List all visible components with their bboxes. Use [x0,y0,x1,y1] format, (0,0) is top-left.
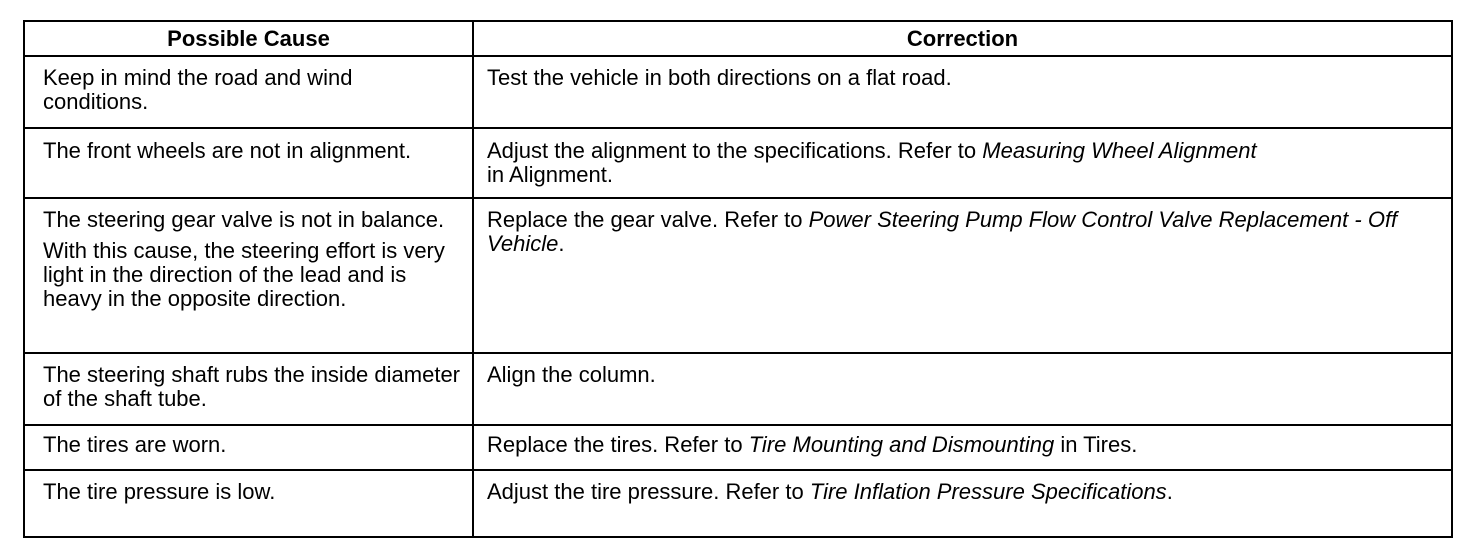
table-row [24,353,1452,425]
table-row [24,56,1452,128]
table-row [24,198,1452,353]
table-row [24,470,1452,537]
table-row [24,128,1452,198]
reference-link[interactable]: Tire Inflation Pressure Specifications [809,479,1167,504]
cause-text: Keep in mind the road and wind conditions. [43,65,353,114]
correction-text: Replace the tires. Refer to [487,432,749,457]
header-correction: Correction [473,21,1452,56]
reference-link[interactable]: Power Steering Pump Flow Control Valve Replacement - Off Vehicle [487,207,1398,256]
correction-suffix: in Alignment. [487,162,613,187]
cause-text: The steering shaft rubs the inside diameter of the shaft tube. [43,362,461,411]
cause-text: The tire pressure is low. [43,479,276,504]
correction-text: Replace the gear valve. Refer to [487,207,809,232]
cause-cell [24,128,473,198]
correction-suffix: . [1166,479,1173,504]
correction-text: Adjust the tire pressure. Refer to [487,479,810,504]
reference-link[interactable]: Measuring Wheel Alignment [982,138,1257,163]
header-possible-cause: Possible Cause [24,21,473,56]
correction-cell [473,425,1452,470]
table-row [24,425,1452,470]
cause-cell [24,198,473,353]
correction-text: Test the vehicle in both directions on a flat road. [487,65,952,90]
cause-cell [24,470,473,537]
correction-cell [473,198,1452,353]
reference-link[interactable]: Tire Mounting and Dismounting [748,432,1055,457]
cause-text: The steering gear valve is not in balance. [43,207,445,232]
cause-cell [24,353,473,425]
correction-cell [473,470,1452,537]
cause-text: The tires are worn. [43,432,227,457]
cause-text: The front wheels are not in alignment. [43,138,412,163]
correction-suffix: . [558,231,565,256]
cause-cell [24,56,473,128]
diagnostic-table [23,20,1453,538]
correction-suffix: in Tires. [1054,432,1138,457]
correction-cell [473,56,1452,128]
correction-text: Align the column. [487,362,656,387]
cause-note: With this cause, the steering effort is very light in the direction of the lead and is heavy in the opposite direction. [43,238,445,311]
correction-cell [473,353,1452,425]
correction-text: Adjust the alignment to the specifications. Refer to [487,138,983,163]
correction-cell [473,128,1452,198]
header-row [24,21,1452,56]
cause-cell [24,425,473,470]
